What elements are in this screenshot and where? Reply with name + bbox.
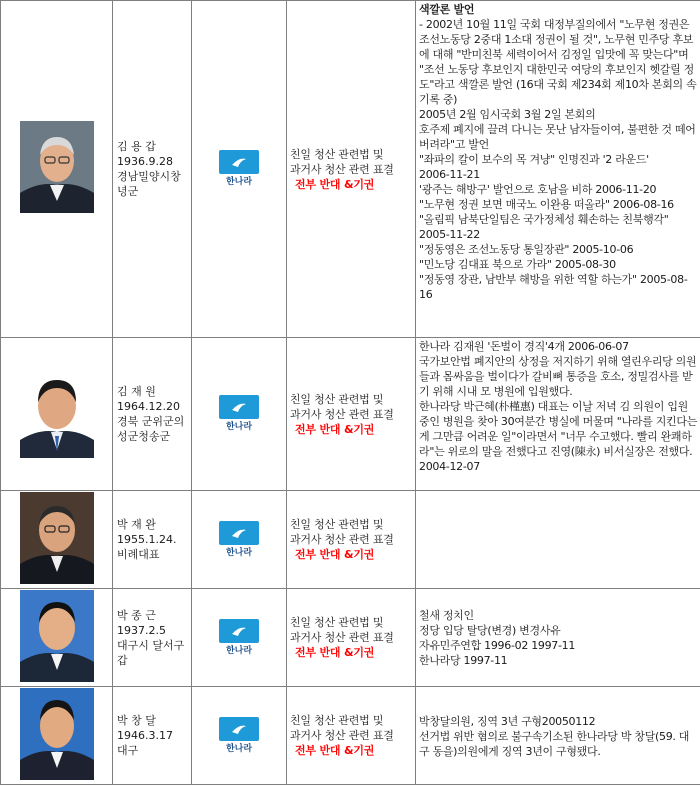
note-line: "노무현 정권 보면 매국노 이완용 떠올라" 2006-08-16 bbox=[419, 198, 674, 211]
party-logo-badge bbox=[219, 717, 259, 741]
party-logo bbox=[219, 521, 259, 559]
note-line: "올림픽 남북단일팀은 국가정체성 훼손하는 친북행각" 2005-11-22 bbox=[419, 213, 669, 241]
vote-record bbox=[287, 491, 416, 589]
member-name: 김 재 원 bbox=[117, 385, 156, 398]
member-info bbox=[113, 589, 192, 687]
vote-line-1: 친일 청산 관련법 및 bbox=[290, 616, 384, 629]
member-birthdate: 1964.12.20 bbox=[117, 400, 180, 413]
party-cell bbox=[192, 687, 287, 785]
note-line: 박창달의원, 징역 3년 구형20050112 bbox=[419, 714, 596, 728]
vote-line-1: 친일 청산 관련법 및 bbox=[290, 147, 384, 161]
vote-line-2: 과거사 청산 관련 표결 bbox=[290, 533, 394, 546]
vote-line-1: 친일 청산 관련법 및 bbox=[290, 518, 384, 531]
member-district: 비례대표 bbox=[117, 548, 160, 561]
vote-line-1: 친일 청산 관련법 및 bbox=[290, 392, 384, 406]
note-line: 선거법 위반 혐의로 불구속기소된 한나라당 박 창달(59. 대구 동을)의원에게 징역 3년이 구형됐다. bbox=[419, 729, 690, 758]
party-logo bbox=[219, 717, 259, 755]
note-line: 정당 입당 탈당(변경) 변경사유 bbox=[419, 624, 561, 637]
note-line: "민노당 김대표 북으로 가라" 2005-08-30 bbox=[419, 258, 616, 271]
note-line: 한나라 김재원 '돈벌이 경직'4개 2006-06-07 bbox=[419, 340, 629, 353]
party-logo-badge bbox=[219, 619, 259, 643]
notes-cell bbox=[416, 687, 700, 785]
member-birthdate: 1955.1.24. bbox=[117, 533, 177, 546]
member-birthdate: 1946.3.17 bbox=[117, 729, 173, 742]
notes-title: 색깔론 발언 bbox=[419, 3, 475, 16]
vote-record bbox=[287, 589, 416, 687]
member-info bbox=[113, 687, 192, 785]
member-name: 박 재 완 bbox=[117, 518, 156, 531]
portrait-photo bbox=[20, 492, 94, 584]
vote-result: 전부 반대 &기권 bbox=[295, 422, 375, 436]
swoosh-icon bbox=[230, 623, 248, 639]
vote-line-2: 과거사 청산 관련 표결 bbox=[290, 631, 394, 644]
party-cell bbox=[192, 1, 287, 338]
vote-record bbox=[287, 338, 416, 491]
vote-result: 전부 반대 &기권 bbox=[295, 548, 375, 561]
member-birthdate: 1936.9.28 bbox=[117, 155, 173, 168]
vote-result: 전부 반대 &기권 bbox=[295, 646, 375, 659]
note-line: 2005년 2월 임시국회 3월 2일 본회의 bbox=[419, 108, 596, 121]
table-row bbox=[1, 687, 700, 785]
member-info bbox=[113, 338, 192, 491]
photo-cell bbox=[1, 491, 113, 589]
note-line: 2006-11-21 bbox=[419, 168, 480, 181]
vote-line-2: 과거사 청산 관련 표결 bbox=[290, 729, 394, 742]
vote-line-1: 친일 청산 관련법 및 bbox=[290, 714, 384, 727]
member-name: 박 창 달 bbox=[117, 714, 156, 727]
note-line: 한나라당 박근혜(朴槿惠) 대표는 이날 저녁 김 의원이 입원중인 병원을 찾아 30여분간 병실에 머물며 "나라를 지킨다는 게 그만큼 어려운 일"이라면서 "너무 수고했다. 빨리 완쾌하라"는 위로의 말을 전했다고 진영(陳永) 비서실장은 전했다. 2004-12-07 bbox=[419, 400, 698, 473]
party-name: 한나라 bbox=[225, 422, 253, 432]
member-name: 김 용 갑 bbox=[117, 140, 156, 153]
note-line: "정동영 장관, 남반부 해방을 위한 역할 하는가" 2005-08-16 bbox=[419, 273, 688, 301]
note-line: - 2002년 10월 11일 국회 대정부질의에서 "노무현 정권은 조선노동당 2중대 1소대 정권이 될 것", 노무현 민주당 후보에 대해 "반미친북 세력이어서 김정일 입맛에 꼭 맞는다"며 "조선 노동당 후보인지 대한민국 여당의 후보인지 헷갈릴 정도"라고 색깔론 발언 (16대 국회 제234회 제10차 본회의 속기록 중) bbox=[419, 18, 697, 106]
member-birthdate: 1937.2.5 bbox=[117, 623, 166, 637]
party-cell bbox=[192, 338, 287, 491]
vote-line-2: 과거사 청산 관련 표결 bbox=[290, 407, 394, 421]
table-row bbox=[1, 1, 700, 338]
note-line: 철새 정치인 bbox=[419, 609, 474, 622]
swoosh-icon bbox=[230, 399, 248, 415]
note-line: 호주제 폐지에 끌려 다니는 못난 남자들이여, 불편한 것 떼어버려라"고 발언 bbox=[419, 123, 696, 151]
member-district: 경북 군위군의성군청송군 bbox=[117, 415, 185, 443]
portrait-photo bbox=[20, 121, 94, 213]
photo-cell bbox=[1, 1, 113, 338]
table-row bbox=[1, 589, 700, 687]
party-logo-badge bbox=[219, 521, 259, 545]
note-line: "좌파의 칼이 보수의 목 겨냥" 인명진과 '2 라운드' bbox=[419, 153, 649, 166]
table-row bbox=[1, 491, 700, 589]
member-name: 박 종 근 bbox=[117, 608, 156, 622]
notes-cell bbox=[416, 589, 700, 687]
swoosh-icon bbox=[230, 525, 248, 541]
swoosh-icon bbox=[230, 721, 248, 737]
swoosh-icon bbox=[230, 154, 248, 170]
vote-record bbox=[287, 1, 416, 338]
note-line: '광주는 해방구' 발언으로 호남을 비하 2006-11-20 bbox=[419, 183, 657, 196]
member-info bbox=[113, 1, 192, 338]
party-logo bbox=[219, 395, 259, 433]
notes-cell bbox=[416, 1, 700, 338]
vote-line-2: 과거사 청산 관련 표결 bbox=[290, 162, 394, 176]
portrait-photo bbox=[20, 366, 94, 458]
note-line: 자유민주연합 1996-02 1997-11 bbox=[419, 639, 576, 652]
member-district: 대구시 달서구갑 bbox=[117, 638, 185, 667]
notes-cell bbox=[416, 491, 700, 589]
party-name: 한나라 bbox=[225, 547, 253, 558]
note-line: 한나라당 1997-11 bbox=[419, 654, 508, 667]
vote-result: 전부 반대 &기권 bbox=[295, 744, 375, 757]
party-name: 한나라 bbox=[225, 177, 253, 187]
vote-result: 전부 반대 &기권 bbox=[295, 177, 375, 191]
vote-record bbox=[287, 687, 416, 785]
member-district: 대구 bbox=[117, 744, 139, 757]
party-name: 한나라 bbox=[225, 645, 253, 656]
party-name: 한나라 bbox=[225, 743, 253, 754]
portrait-photo bbox=[20, 688, 94, 780]
party-cell bbox=[192, 491, 287, 589]
photo-cell bbox=[1, 338, 113, 491]
notes-cell bbox=[416, 338, 700, 491]
party-logo bbox=[219, 150, 259, 188]
member-info bbox=[113, 491, 192, 589]
portrait-photo bbox=[20, 590, 94, 682]
party-logo-badge bbox=[219, 150, 259, 174]
photo-cell bbox=[1, 589, 113, 687]
party-logo bbox=[219, 619, 259, 657]
table-row bbox=[1, 338, 700, 491]
photo-cell bbox=[1, 687, 113, 785]
note-line: "정동영은 조선노동당 통일장관" 2005-10-06 bbox=[419, 243, 634, 256]
note-line: 국가보안법 폐지안의 상정을 저지하기 위해 열린우리당 의원들과 몸싸움을 벌이다가 갈비뼈 통증을 호소, 정밀검사를 받기 위해 시내 모 병원에 입원했다. bbox=[419, 355, 697, 398]
member-district: 경남밀양시창녕군 bbox=[117, 170, 181, 198]
party-cell bbox=[192, 589, 287, 687]
party-logo-badge bbox=[219, 395, 259, 419]
